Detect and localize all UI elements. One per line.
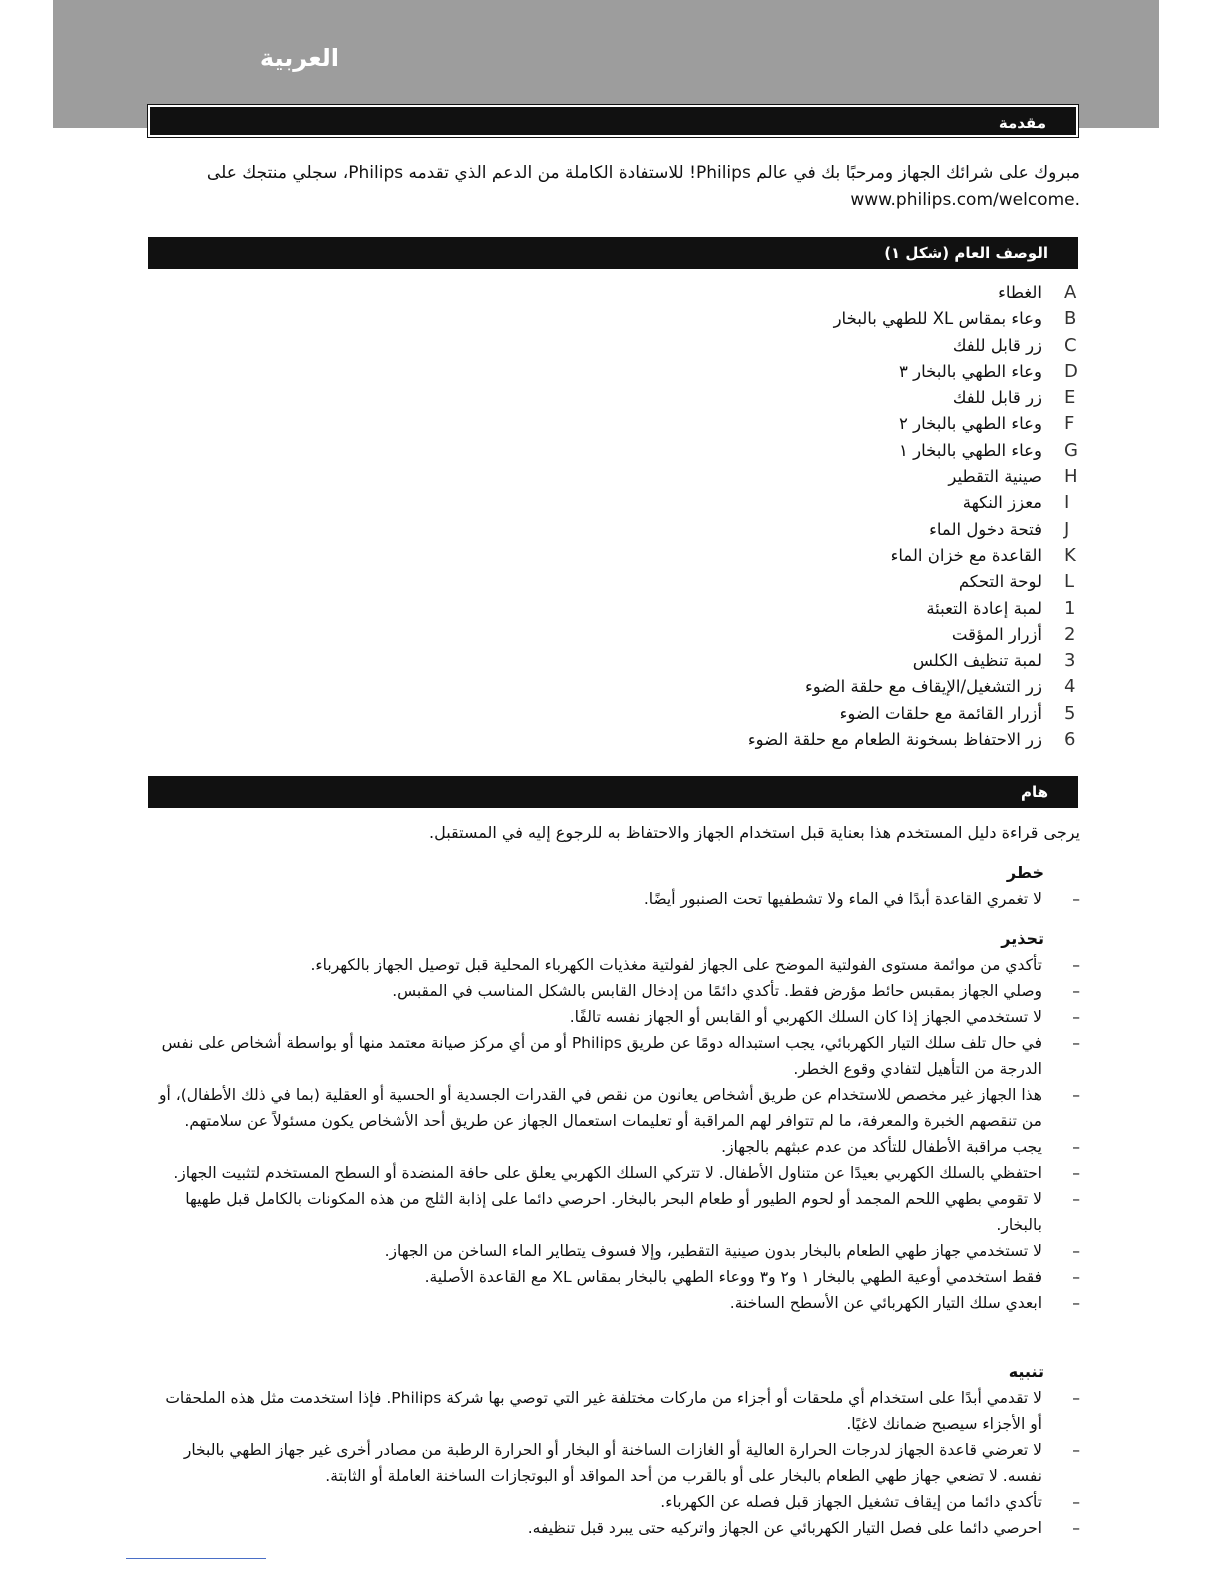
list-item <box>600 727 1080 753</box>
list-item <box>600 701 1080 727</box>
list-item <box>600 674 1080 700</box>
part-name: لوحة التحكم <box>958 572 1042 592</box>
list-item <box>600 359 1080 385</box>
part-name: وعاء بمقاس XL للطهي بالبخار <box>833 309 1042 329</box>
part-code: A <box>1064 282 1077 303</box>
part-code: I <box>1064 492 1070 514</box>
section-bar-intro: مقدمة <box>148 105 1078 137</box>
part-name: وعاء الطهي بالبخار ١ <box>899 440 1042 460</box>
list-item: – تأكدي دائما من إيقاف تشغيل الجهاز قبل فصله عن الكهرباء. <box>150 1489 1080 1515</box>
list-item <box>600 438 1080 464</box>
section-bar-overview: الوصف العام (شكل ١) <box>148 237 1078 269</box>
part-name: زر التشغيل/الإيقاف مع حلقة الضوء <box>805 677 1042 697</box>
list-item: – لا تعرضي قاعدة الجهاز لدرجات الحرارة العالية أو الغازات الساخنة أو البخار أو الحرارة الرطبة من مصادر أخرى غير جهاز الطهي بالبخار نفسه. لا تضعي جهاز طهي الطعام بالبخار على أو بالقرب من أحد المواقد أو البوتجازات الساخنة العاملة أو الثابتة. <box>150 1437 1080 1489</box>
list-item <box>600 569 1080 595</box>
list-item <box>600 411 1080 437</box>
part-name: معزز النكهة <box>962 493 1042 513</box>
danger-heading: خطر <box>1006 863 1044 882</box>
part-code: H <box>1064 466 1078 488</box>
important-lead: يرجى قراءة دليل المستخدم هذا بعناية قبل استخدام الجهاز والاحتفاظ به للرجوع إليه في المستقبل. <box>429 823 1080 842</box>
part-code: E <box>1064 387 1076 409</box>
list-item: – احرصي دائما على فصل التيار الكهربائي عن الجهاز واتركيه حتى يبرد قبل تنظيفه. <box>150 1515 1080 1541</box>
language-title: العربية <box>259 44 339 72</box>
part-code: 3 <box>1064 650 1076 672</box>
list-item: – تأكدي من موائمة مستوى الفولتية الموضح على الجهاز لفولتية مغذيات الكهرباء المحلية قبل توصيل الجهاز بالكهرباء. <box>150 952 1080 978</box>
part-code: 5 <box>1064 702 1076 724</box>
part-name: زر قابل للفك <box>952 388 1042 408</box>
warning-list <box>150 952 1080 1316</box>
part-code: L <box>1064 571 1075 593</box>
section-bar-important: هام <box>148 776 1078 808</box>
part-name: القاعدة مع خزان الماء <box>890 545 1042 565</box>
part-code: F <box>1064 413 1075 435</box>
list-item: – في حال تلف سلك التيار الكهربائي، يجب استبداله دومًا عن طريق Philips أو من أي مركز صيانة معتمد منها أو بواسطة أشخاص على نفس الدرجة من التأهيل لتفادي وقوع الخطر. <box>150 1030 1080 1082</box>
list-item <box>600 517 1080 543</box>
part-name: زر قابل للفك <box>952 335 1042 355</box>
list-item <box>600 306 1080 332</box>
part-code: K <box>1064 544 1076 566</box>
parts-list <box>600 280 1080 753</box>
part-code: 1 <box>1064 597 1076 619</box>
list-item: – لا تغمري القاعدة أبدًا في الماء ولا تشطفيها تحت الصنبور أيضًا. <box>150 886 1080 912</box>
list-item: – يجب مراقبة الأطفال للتأكد من عدم عبثهم بالجهاز. <box>150 1134 1080 1160</box>
list-item: – ابعدي سلك التيار الكهربائي عن الأسطح الساخنة. <box>150 1290 1080 1316</box>
list-item <box>600 490 1080 516</box>
part-code: 6 <box>1064 729 1076 751</box>
list-item: – وصلي الجهاز بمقبس حائط مؤرض فقط. تأكدي دائمًا من إدخال القابس بالشكل المناسب في المقبس. <box>150 978 1080 1004</box>
list-item: – فقط استخدمي أوعية الطهي بالبخار ١ و٢ و٣ ووعاء الطهي بالبخار بمقاس XL مع القاعدة الأصلية. <box>150 1264 1080 1290</box>
list-item <box>600 385 1080 411</box>
list-item: – لا تستخدمي جهاز طهي الطعام بالبخار بدون صينية التقطير، وإلا فسوف يتطاير الماء الساخن من الجهاز. <box>150 1238 1080 1264</box>
warning-heading: تحذير <box>1001 929 1044 948</box>
footer-rule <box>126 1558 266 1559</box>
list-item: – لا تستخدمي الجهاز إذا كان السلك الكهربي أو القابس أو الجهاز نفسه تالفًا. <box>150 1004 1080 1030</box>
part-name: لمبة إعادة التعبئة <box>926 598 1042 618</box>
part-code: J <box>1064 518 1070 540</box>
list-item <box>600 622 1080 648</box>
intro-paragraph <box>150 160 1080 214</box>
part-name: لمبة تنظيف الكلس <box>912 651 1042 671</box>
list-item: – احتفظي بالسلك الكهربي بعيدًا عن متناول الأطفال. لا تتركي السلك الكهربي يعلق على حافة المنضدة أو السطح المستخدم لتثبيت الجهاز. <box>150 1160 1080 1186</box>
list-item: – لا تقومي بطهي اللحم المجمد أو لحوم الطيور أو طعام البحر بالبخار. احرصي دائما على إذابة الثلج من هذه المكونات بالكامل قبل طهيها بالبخار. <box>150 1186 1080 1238</box>
part-code: 4 <box>1064 676 1076 698</box>
part-name: وعاء الطهي بالبخار ٣ <box>899 361 1042 381</box>
part-name: أزرار القائمة مع حلقات الضوء <box>839 703 1042 723</box>
caution-list <box>150 1385 1080 1541</box>
part-code: B <box>1064 308 1077 330</box>
part-name: وعاء الطهي بالبخار ٢ <box>899 414 1042 434</box>
part-code: 2 <box>1064 623 1076 645</box>
part-code: D <box>1064 360 1078 382</box>
part-code: G <box>1064 439 1078 461</box>
intro-text: مبروك على شرائك الجهاز ومرحبًا بك في عالم Philips! للاستفادة الكاملة من الدعم الذي تقدمه Philips، سجلي منتجك على <box>206 163 1080 183</box>
part-name: الغطاء <box>998 283 1042 302</box>
list-item <box>600 280 1080 306</box>
part-name: أزرار المؤقت <box>951 624 1042 644</box>
danger-list <box>150 886 1080 912</box>
caution-heading: تنبيه <box>1008 1362 1044 1381</box>
list-item: – لا تقدمي أبدًا على استخدام أي ملحقات أو أجزاء من ماركات مختلفة غير التي توصي بها شركة Philips. فإذا استخدمت مثل هذه الملحقات أو الأجزاء سيصبح ضمانك لاغيًا. <box>150 1385 1080 1437</box>
part-name: زر الاحتفاظ بسخونة الطعام مع حلقة الضوء <box>747 730 1042 750</box>
list-item <box>600 333 1080 359</box>
part-name: صينية التقطير <box>948 467 1042 487</box>
list-item <box>600 596 1080 622</box>
list-item <box>600 464 1080 490</box>
part-code: C <box>1064 334 1077 356</box>
intro-url: www.philips.com/welcome. <box>850 190 1080 210</box>
list-item <box>600 648 1080 674</box>
list-item: – هذا الجهاز غير مخصص للاستخدام عن طريق أشخاص يعانون من نقص في القدرات الجسدية أو الحسية أو العقلية (بما في ذلك الأطفال)، أو من تنقصهم الخبرة والمعرفة، ما لم تتوافر لهم المراقبة أو تعليمات استعمال الجهاز عن طريق أحد الأشخاص يكون مسئولاً عن سلامتهم. <box>150 1082 1080 1134</box>
list-item <box>600 543 1080 569</box>
part-name: فتحة دخول الماء <box>929 519 1042 539</box>
